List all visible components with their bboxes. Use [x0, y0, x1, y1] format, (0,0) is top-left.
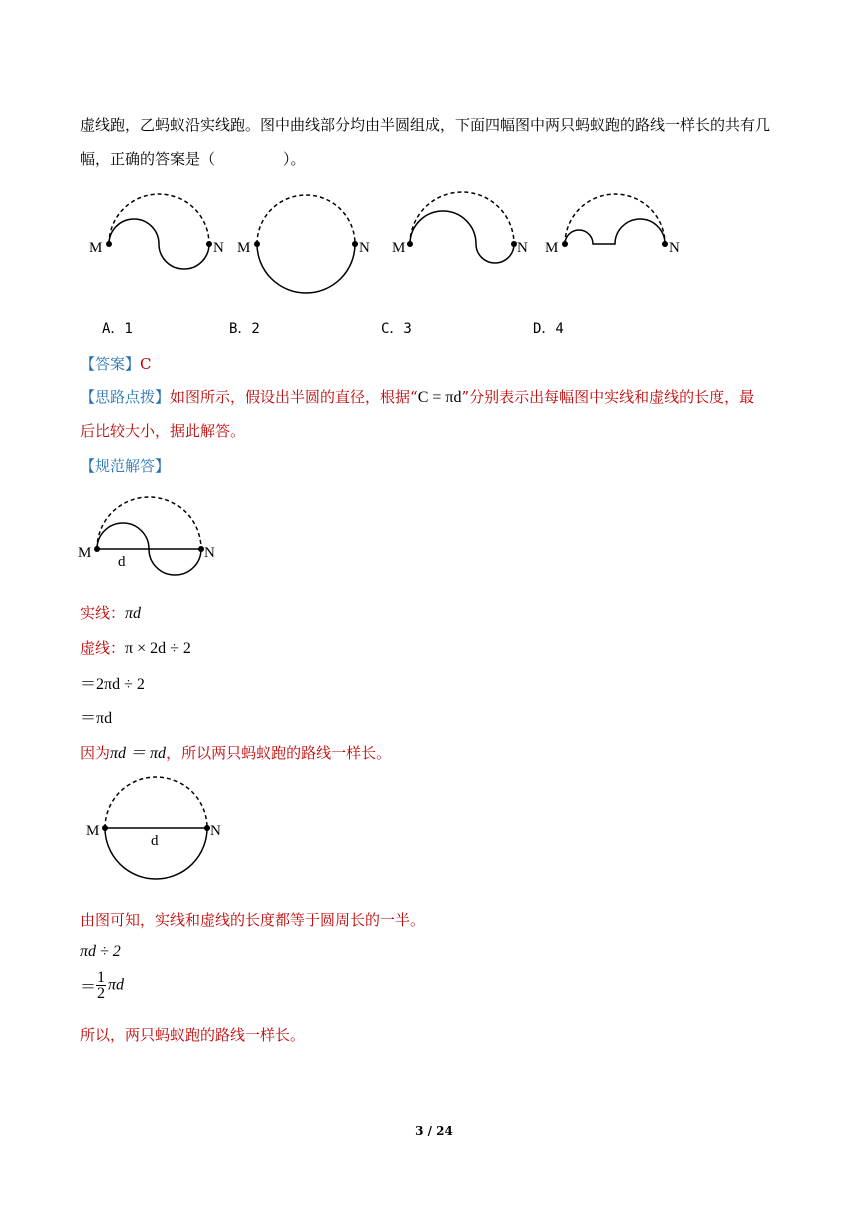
- question-line-1: 虚线跑，乙蚂蚁沿实线跑。图中曲线部分均由半圆组成，下面四幅图中两只蚂蚁跑的路线一样长的共有几: [80, 116, 771, 134]
- part2-expr: πd ÷ 2: [80, 943, 121, 960]
- question-line-2-text: 幅，正确的答案是（: [80, 150, 216, 168]
- part2-conclusion: 所以，两只蚂蚁跑的路线一样长。: [80, 1026, 306, 1044]
- fraction-one-half: [96, 970, 106, 1001]
- part2-expression: [80, 943, 121, 961]
- option-d: D．4: [533, 321, 564, 337]
- figure-3-label-m: M: [392, 240, 406, 256]
- solid-expression: πd: [125, 605, 142, 622]
- dashed-expression: π × 2d ÷ 2: [125, 640, 191, 657]
- part1-conclusion-text: ，所以两只蚂蚁跑的路线一样长。: [166, 744, 392, 762]
- figure-4-label-m: M: [545, 240, 559, 256]
- dashed-step-2: ＝πd: [80, 710, 113, 727]
- hint-line-2: 后比较大小，据此解答。: [80, 422, 246, 440]
- question-line-2-end: ）。: [283, 150, 306, 168]
- figure-1-label-n: N: [213, 240, 224, 256]
- hint-formula: C = πd: [417, 389, 462, 406]
- figure-4-label-n: N: [669, 240, 680, 256]
- because-word: 因为: [80, 744, 111, 762]
- solution-figure-1-label-n: N: [204, 545, 215, 561]
- solution-figure-1-label-m: M: [78, 545, 92, 561]
- solution-figure-2-label-d: d: [151, 833, 159, 849]
- fraction-denominator: 2: [97, 985, 106, 1002]
- figure-2-label-n: N: [359, 240, 370, 256]
- solution-label: 【规范解答】: [80, 457, 171, 475]
- figure-3-label-n: N: [517, 240, 528, 256]
- part2-statement: 由图可知，实线和虚线的长度都等于圆周长的一半。: [80, 911, 426, 929]
- hint-text: 如图所示，假设出半圆的直径，根据“: [170, 388, 418, 406]
- dashed-label: 虚线：: [80, 639, 126, 657]
- hint-text-end: ”分别表示出每幅图中实线和虚线的长度，最: [461, 388, 755, 406]
- hint-label: 【思路点拨】: [80, 388, 171, 406]
- dashed-step-1: ＝2πd ÷ 2: [80, 676, 145, 693]
- figure-2-label-m: M: [237, 240, 251, 256]
- page-number: 3 / 24: [415, 1124, 453, 1138]
- part2-expr-tail: πd: [108, 976, 125, 994]
- solid-label: 实线：: [80, 604, 126, 622]
- figure-1-label-m: M: [89, 240, 103, 256]
- part2-equals: ＝: [80, 979, 97, 996]
- option-a: A．1: [102, 321, 133, 337]
- because-expression: πd ＝ πd: [110, 745, 167, 762]
- option-b: B．2: [229, 321, 260, 337]
- option-c: C．3: [381, 321, 412, 337]
- fraction-numerator: 1: [97, 969, 106, 986]
- solution-figure-1-label-d: d: [118, 554, 126, 570]
- part2-fraction-line: [80, 970, 124, 1001]
- solution-figure-2-label-n: N: [210, 823, 221, 839]
- answer-label: 【答案】: [80, 355, 141, 373]
- solution-figure-2-label-m: M: [86, 823, 100, 839]
- answer-value: C: [140, 355, 152, 373]
